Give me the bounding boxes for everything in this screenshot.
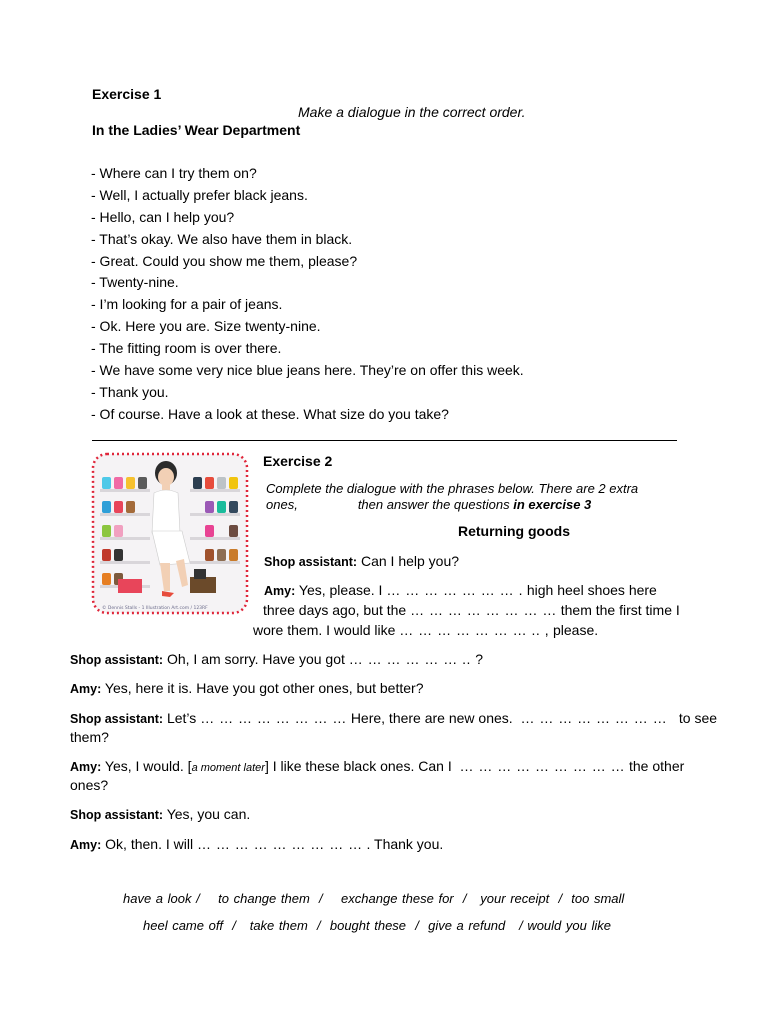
instruction-emphasis: in exercise 3: [513, 497, 592, 512]
blank-field: … … … … … … … .: [386, 582, 523, 598]
dialogue-line: - We have some very nice blue jeans here. They’re on offer this week.: [91, 362, 524, 379]
dialogue-text: Yes, I would. [: [104, 758, 192, 774]
dialogue-line: - Of course. Have a look at these. What size do you take?: [91, 405, 449, 422]
blank-field: … … … … … … … …: [410, 602, 557, 618]
dialogue-continuation: [70, 727, 109, 747]
blank-field: … … … … … … .. ?: [348, 651, 484, 667]
speaker-label: Amy:: [70, 682, 102, 696]
dialogue-text: them the first time I: [560, 602, 680, 618]
shoe-shop-illustration: [90, 451, 250, 616]
dialogue-turn: [264, 551, 459, 572]
dialogue-line: - Ok. Here you are. Size twenty-nine.: [91, 318, 321, 335]
dialogue-turn: [70, 678, 423, 699]
section-divider: [92, 440, 677, 441]
dialogue-text: high heel shoes here: [526, 582, 657, 598]
dialogue-text: Yes, please. I: [298, 582, 383, 598]
dialogue-text: Yes, here it is. Have you got other ones, but better?: [104, 680, 424, 696]
dialogue-text: ones?: [70, 777, 109, 793]
dialogue-text: Can I help you?: [360, 553, 460, 569]
dialogue-turn: [70, 804, 250, 825]
dialogue-text: Oh, I am sorry. Have you got: [166, 651, 345, 667]
exercise-2-instruction-line1: Complete the dialogue with the phrases below. There are 2 extra: [266, 481, 639, 496]
dialogue-text: the other: [629, 758, 685, 774]
exercise-1-instruction: Make a dialogue in the correct order.: [298, 104, 526, 120]
dialogue-text: Let’s: [166, 710, 197, 726]
phrase-bank-row: have a look / to change them / exchange these for / your receipt / too small: [123, 891, 625, 906]
dialogue-text: to see: [678, 710, 718, 726]
dialogue-line: - Great. Could you show me them, please?: [91, 252, 358, 269]
dialogue-text: ] I like these black ones. Can I: [264, 758, 452, 774]
instruction-fragment: then answer the questions: [357, 497, 510, 512]
exercise-1-heading: Exercise 1: [92, 86, 162, 102]
dialogue-line: - Well, I actually prefer black jeans.: [91, 186, 308, 203]
exercise-2-subtitle: Returning goods: [458, 523, 570, 539]
dialogue-continuation: [253, 620, 598, 640]
dialogue-text: please.: [552, 622, 599, 638]
dialogue-continuation: [70, 775, 108, 795]
dialogue-text: Ok, then. I will: [105, 836, 194, 852]
dialogue-turn: [70, 834, 443, 855]
blank-field: … … … … … … … …: [520, 710, 668, 726]
dialogue-turn: [70, 708, 717, 729]
speaker-label: Amy:: [70, 838, 102, 852]
phrase-bank-row: heel came off / take them / bought these / give a refund / would you like: [143, 918, 611, 933]
dialogue-turn: [70, 649, 484, 670]
dialogue-text: them?: [70, 729, 109, 745]
dialogue-line: - Hello, can I help you?: [91, 208, 235, 225]
dialogue-text: Here, there are new ones.: [350, 710, 513, 726]
speaker-label: Amy:: [70, 760, 102, 774]
speaker-label: Shop assistant:: [70, 808, 164, 822]
exercise-2-instruction-line2: [266, 497, 591, 512]
blank-field: … … … … … … … … …: [459, 758, 626, 774]
blank-field: … … … … … … … … …: [196, 836, 363, 852]
dialogue-text: Yes, you can.: [166, 806, 251, 822]
exercise-1-subtitle: In the Ladies’ Wear Department: [92, 122, 301, 138]
dialogue-turn: [264, 580, 657, 601]
stage-direction: a moment later: [191, 762, 265, 774]
dialogue-text: . Thank you.: [366, 836, 444, 852]
dialogue-line: - I’m looking for a pair of jeans.: [91, 296, 283, 313]
dialogue-lines-list: [91, 163, 524, 426]
dialogue-line: - Twenty-nine.: [91, 274, 179, 291]
dialogue-text: wore them. I would like: [253, 622, 396, 638]
dialogue-text: three days ago, but the: [263, 602, 407, 618]
illustration-caption: © Dennis Stalls - 1 Illustration Art.com / 123RF: [102, 606, 208, 611]
dialogue-line: - That’s okay. We also have them in black.: [91, 230, 353, 247]
exercise-2-heading: Exercise 2: [263, 453, 333, 469]
blank-field: … … … … … … … …: [200, 710, 347, 726]
dialogue-continuation: [263, 600, 680, 620]
instruction-fragment: ones,: [266, 497, 298, 512]
speaker-label: Amy:: [264, 584, 296, 598]
dialogue-turn: [70, 756, 684, 778]
speaker-label: Shop assistant:: [70, 653, 164, 667]
blank-field: … … … … … … … .. ,: [399, 622, 550, 638]
speaker-label: Shop assistant:: [264, 555, 358, 569]
speaker-label: Shop assistant:: [70, 712, 164, 726]
dialogue-line: - The fitting room is over there.: [91, 340, 282, 357]
dialogue-line: - Thank you.: [91, 383, 169, 400]
dialogue-line: - Where can I try them on?: [91, 165, 257, 181]
